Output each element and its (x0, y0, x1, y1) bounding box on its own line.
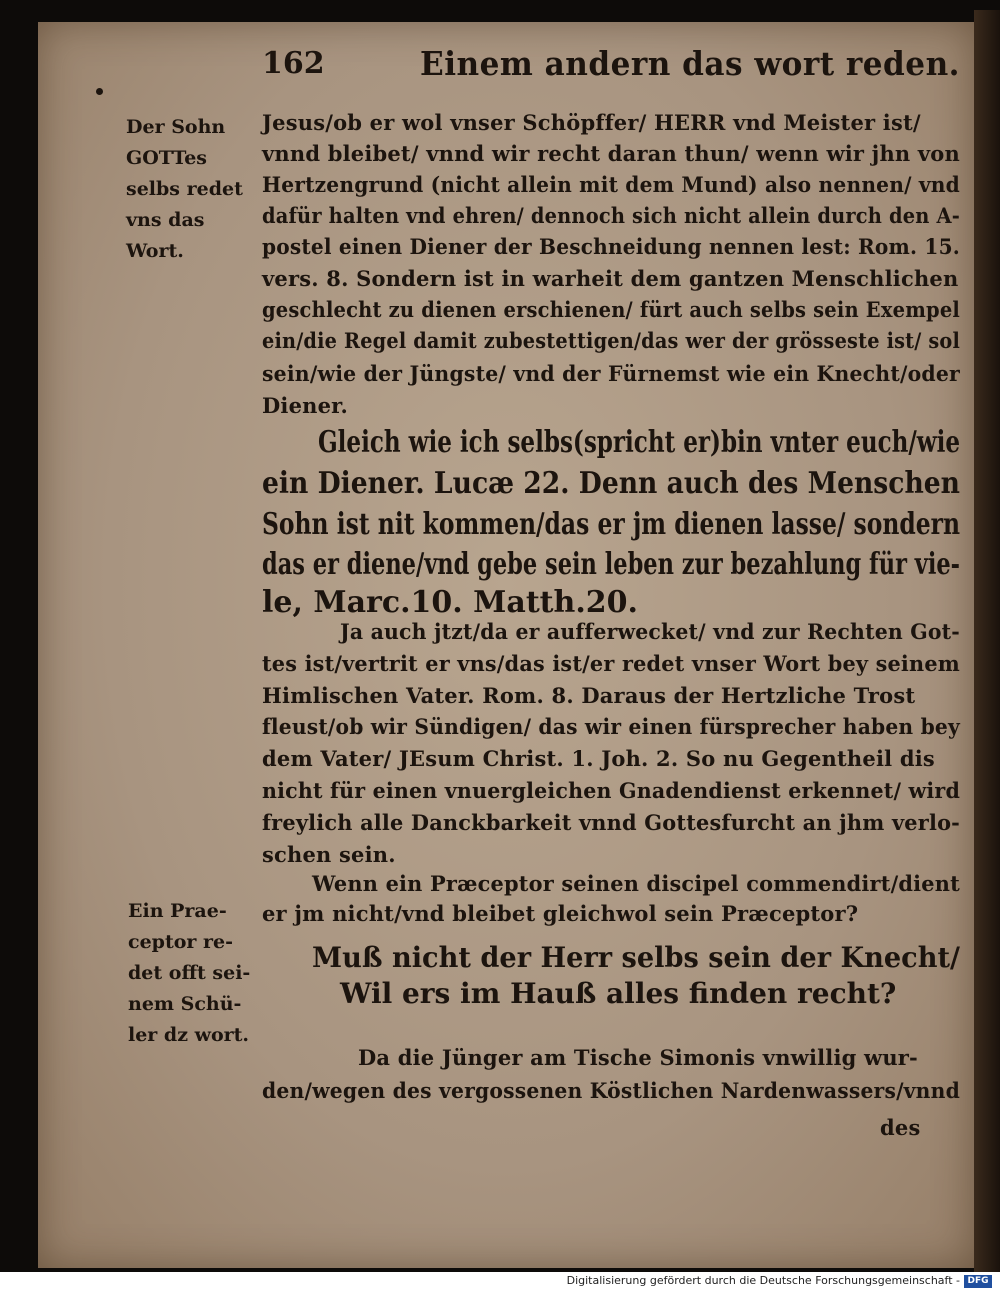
margin-note-line: selbs redet (126, 178, 243, 200)
margin-note-line: vns das (126, 209, 205, 231)
text-line: Himlischen Vater. Rom. 8. Daraus der Hertzliche Trost (262, 683, 916, 708)
text-line: Diener. (262, 393, 349, 418)
text-line: vnnd bleibet/ vnnd wir recht daran thun/ wenn wir jhn von (262, 141, 960, 166)
text-line: freylich alle Danckbarkeit vnnd Gottesfurcht an jhm verlo- (262, 810, 961, 835)
margin-note-line: nem Schü- (128, 993, 242, 1015)
quote-line: das er diene/vnd gebe sein leben zur bezahlung für vie- (262, 547, 961, 582)
page-header (262, 44, 960, 94)
quote-line: le, Marc.10. Matth.20. (262, 585, 638, 620)
quote-line: Gleich wie ich selbs(spricht er)bin vnter euch/wie (318, 425, 961, 460)
text-line: Ja auch jtzt/da er aufferwecket/ vnd zur Rechten Got- (340, 619, 960, 644)
text-line: er jm nicht/vnd bleibet gleichwol sein Præceptor? (262, 901, 859, 926)
text-line: schen sein. (262, 842, 396, 867)
text-line: Da die Jünger am Tische Simonis vnwillig wur- (358, 1045, 918, 1070)
page-number: 162 (262, 46, 325, 81)
margin-note-line: Wort. (126, 240, 184, 262)
quote-line: Sohn ist nit kommen/das er jm dienen lasse/ sondern (262, 507, 961, 542)
margin-note-line: Der Sohn (126, 116, 226, 138)
text-line: Jesus/ob er wol vnser Schöpffer/ HERR vnd Meister ist/ (262, 110, 921, 135)
margin-note-line: ceptor re- (128, 931, 234, 953)
text-line: den/wegen des vergossenen Köstlichen Nardenwassers/vnnd (262, 1078, 960, 1103)
ink-dot (96, 88, 103, 95)
margin-note-1 (126, 112, 243, 267)
text-line: sein/wie der Jüngste/ vnd der Fürnemst wie ein Knecht/oder (262, 361, 960, 386)
digitization-footer (0, 1272, 1000, 1291)
text-line: dem Vater/ JEsum Christ. 1. Joh. 2. So nu Gegentheil dis (262, 746, 935, 771)
margin-note-line: det offt sei- (128, 962, 251, 984)
text-line: fleust/ob wir Sündigen/ das wir einen fürsprecher haben bey (262, 714, 960, 739)
text-line: dafür halten vnd ehren/ dennoch sich nicht allein durch den A- (262, 203, 960, 228)
text-line: geschlecht zu dienen erschienen/ fürt auch selbs sein Exempel (262, 297, 961, 322)
text-line: postel einen Diener der Beschneidung nennen lest: Rom. 15. (262, 234, 960, 259)
text-line: Wenn ein Præceptor seinen discipel commendirt/dient (312, 871, 960, 896)
text-line: ein/die Regel damit zubestettigen/das wer der grösseste ist/ sol (262, 328, 961, 353)
text-line: Hertzengrund (nicht allein mit dem Mund) also nennen/ vnd (262, 172, 960, 197)
margin-note-line: GOTTes (126, 147, 207, 169)
book-spine (974, 10, 1000, 1272)
margin-note-line: ler dz wort. (128, 1024, 250, 1046)
text-line: vers. 8. Sondern ist in warheit dem gantzen Menschlichen (262, 266, 959, 291)
dfg-logo-icon: DFG (964, 1275, 992, 1288)
footer-credit: Digitalisierung gefördert durch die Deutsche Forschungsgemeinschaft - (566, 1274, 960, 1287)
margin-note-line: Ein Prae- (128, 900, 227, 922)
catchword: des (880, 1115, 921, 1140)
running-head: Einem andern das wort reden. (420, 44, 960, 83)
margin-note-2 (128, 896, 250, 1051)
text-line: nicht für einen vnuergleichen Gnadendienst erkennet/ wird (262, 778, 961, 803)
verse-line: Muß nicht der Herr selbs sein der Knecht/ (312, 941, 960, 974)
quote-line: ein Diener. Lucæ 22. Denn auch des Menschen (262, 466, 961, 501)
text-line: tes ist/vertrit er vns/das ist/er redet vnser Wort bey seinem (262, 651, 960, 676)
verse-line: Wil ers im Hauß alles finden recht? (340, 977, 897, 1010)
